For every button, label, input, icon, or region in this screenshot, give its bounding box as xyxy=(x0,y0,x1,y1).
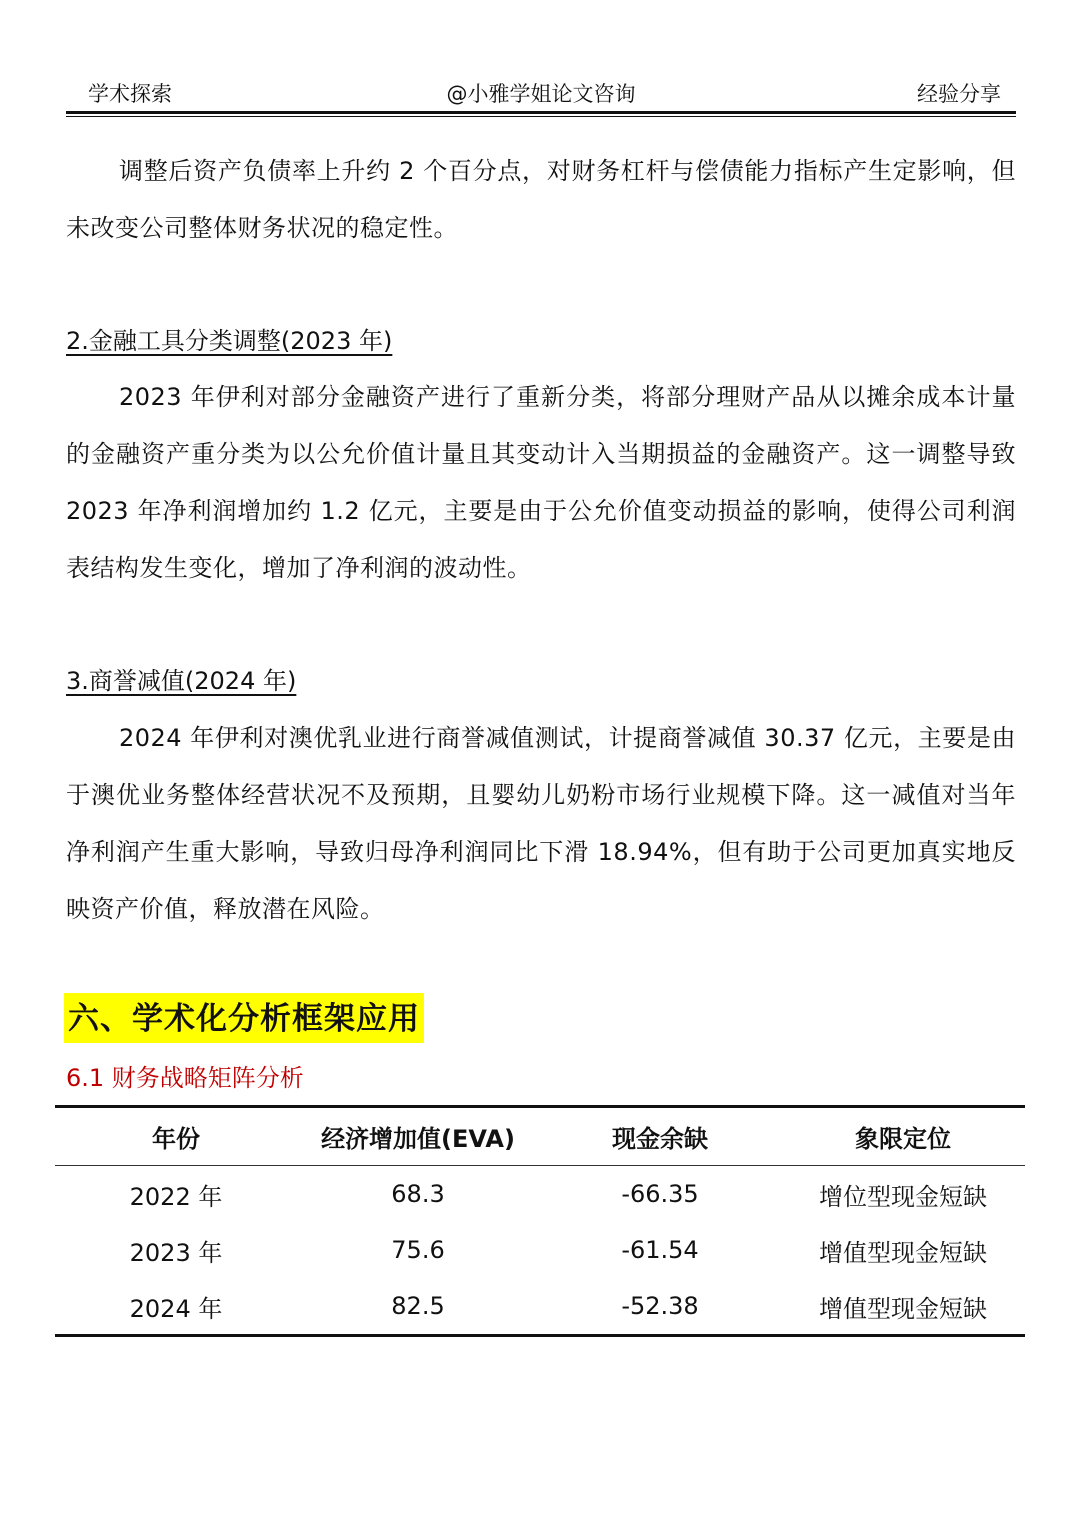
table-row xyxy=(55,1278,1025,1336)
table-row xyxy=(55,1222,1025,1278)
table-cell-cash: -66.35 xyxy=(621,1180,699,1208)
table-cell-year: 2022 年 xyxy=(129,1182,223,1211)
page-header xyxy=(66,78,1016,110)
header-center-label: @小雅学姐论文咨询 xyxy=(446,82,636,106)
section-title: 六、学术化分析框架应用 xyxy=(64,993,424,1043)
table-cell-eva: 68.3 xyxy=(391,1180,445,1208)
table-cell-cash: -52.38 xyxy=(539,1278,781,1336)
table-cell-quadrant: 增位型现金短缺 xyxy=(819,1182,987,1211)
table-cell-quadrant: 增值型现金短缺 xyxy=(819,1238,987,1267)
column-header-eva: 经济增加值(EVA) xyxy=(297,1107,539,1166)
table-cell-quadrant: 增值型现金短缺 xyxy=(781,1278,1025,1336)
header-left-label: 学术探索 xyxy=(88,82,172,106)
column-header-cash: 现金余缺 xyxy=(539,1107,781,1166)
table-cell-eva: 75.6 xyxy=(391,1236,445,1264)
strategy-matrix-table xyxy=(55,1105,1025,1337)
subheading-financial-instruments: 2.金融工具分类调整(2023 年) xyxy=(66,327,393,355)
subheading-goodwill-impairment: 3.商誉减值(2024 年) xyxy=(66,667,297,695)
paragraph-goodwill-impairment: 2024 年伊利对澳优乳业进行商誉减值测试，计提商誉减值 30.37 亿元，主要是由于澳优业务整体经营状况不及预期，且婴幼儿奶粉市场行业规模下降。这一减值对当年净利润产生重大影响，导致归母净利润同比下滑 18.94%，但有助于公司更加真实地反映资产价值，释放潜在风险。 xyxy=(66,724,1016,923)
header-right-label: 经验分享 xyxy=(917,82,1001,106)
column-header-year: 年份 xyxy=(55,1107,297,1166)
paragraph-financial-instruments: 2023 年伊利对部分金融资产进行了重新分类，将部分理财产品从以摊余成本计量的金融资产重分类为以公允价值计量且其变动计入当期损益的金融资产。这一调整导致 2023 年净利润增加约 1.2 亿元，主要是由于公允价值变动损益的影响，使得公司利润表结构发生变化，增加了净利润的波动性。 xyxy=(66,383,1016,582)
section-subtitle: 6.1 财务战略矩阵分析 xyxy=(66,1064,304,1092)
table-cell-eva: 82.5 xyxy=(297,1278,539,1336)
table-row xyxy=(55,1166,1025,1223)
intro-paragraph: 调整后资产负债率上升约 2 个百分点，对财务杠杆与偿债能力指标产生定影响，但未改变公司整体财务状况的稳定性。 xyxy=(66,157,1016,242)
table-cell-year: 2024 年 xyxy=(55,1278,297,1336)
column-header-quadrant: 象限定位 xyxy=(781,1107,1025,1166)
table-cell-year: 2023 年 xyxy=(129,1238,223,1267)
table-header-row xyxy=(55,1107,1025,1166)
table-cell-cash: -61.54 xyxy=(621,1236,699,1264)
header-rule-thin xyxy=(66,116,1016,117)
header-rule-thick xyxy=(66,111,1016,114)
